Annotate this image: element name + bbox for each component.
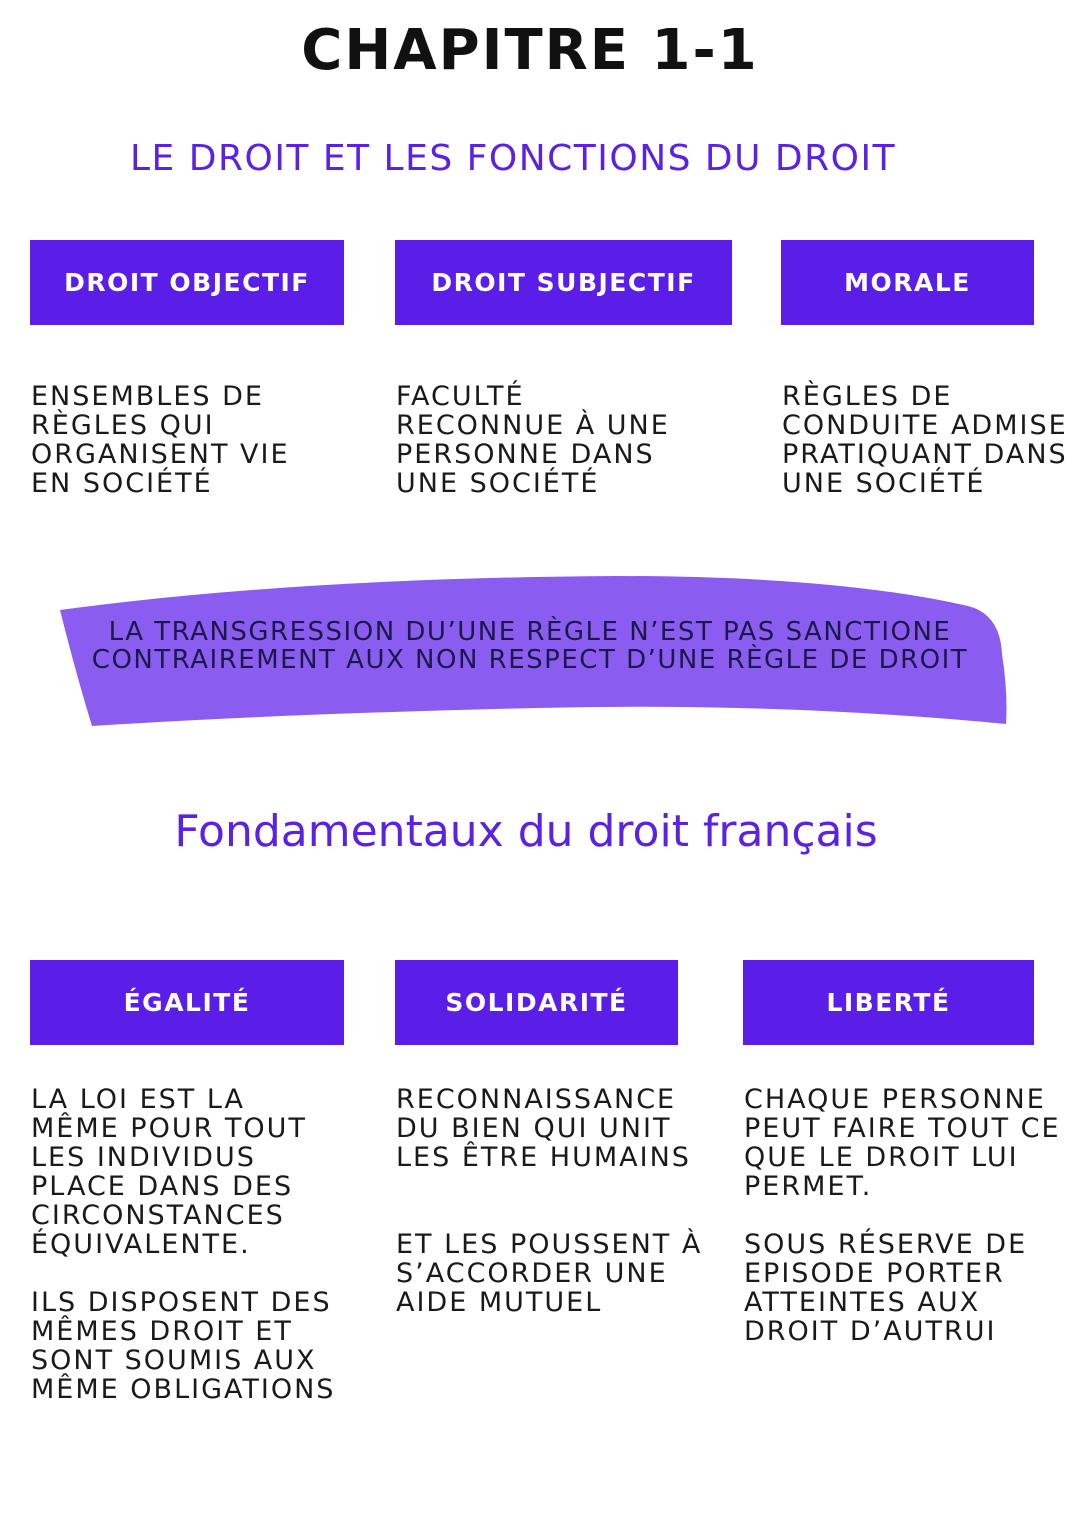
label-egalite: ÉGALITÉ	[30, 960, 344, 1045]
page-subtitle: LE DROIT ET LES FONCTIONS DU DROIT	[130, 138, 897, 179]
section-title: Fondamentaux du droit français	[174, 806, 878, 857]
label-droit-objectif: DROIT OBJECTIF	[30, 240, 344, 325]
desc-solidarite: RECONNAISSANCE DU BIEN QUI UNIT LES ÊTRE HUMAINS ET LES POUSSENT À S’ACCORDER UNE AIDE MUTUEL	[396, 1084, 703, 1318]
desc-droit-subjectif: FACULTÉ RECONNUE À UNE PERSONNE DANS UNE SOCIÉTÉ	[396, 381, 670, 499]
label-droit-subjectif: DROIT SUBJECTIF	[395, 240, 732, 325]
desc-droit-objectif: ENSEMBLES DE RÈGLES QUI ORGANISENT VIE EN SOCIÉTÉ	[31, 381, 290, 499]
desc-morale: RÈGLES DE CONDUITE ADMISE PRATIQUANT DANS UNE SOCIÉTÉ	[782, 381, 1068, 499]
banner-text: LA TRANSGRESSION DU’UNE RÈGLE N’EST PAS SANCTIONE CONTRAIREMENT AUX NON RESPECT D’UNE RÈGLE DE DROIT	[91, 617, 969, 675]
label-liberte: LIBERTÉ	[743, 960, 1034, 1045]
desc-egalite: LA LOI EST LA MÊME POUR TOUT LES INDIVIDUS PLACE DANS DES CIRCONSTANCES ÉQUIVALENTE. ILS DISPOSENT DES MÊMES DROIT ET SONT SOUMIS AUX MÊME OBLIGATIONS	[31, 1084, 336, 1405]
page-title: CHAPITRE 1-1	[301, 18, 759, 83]
label-solidarite: SOLIDARITÉ	[395, 960, 678, 1045]
desc-liberte: CHAQUE PERSONNE PEUT FAIRE TOUT CE QUE LE DROIT LUI PERMET. SOUS RÉSERVE DE EPISODE PORTER ATTEINTES AUX DROIT D’AUTRUI	[744, 1084, 1061, 1347]
label-morale: MORALE	[781, 240, 1034, 325]
